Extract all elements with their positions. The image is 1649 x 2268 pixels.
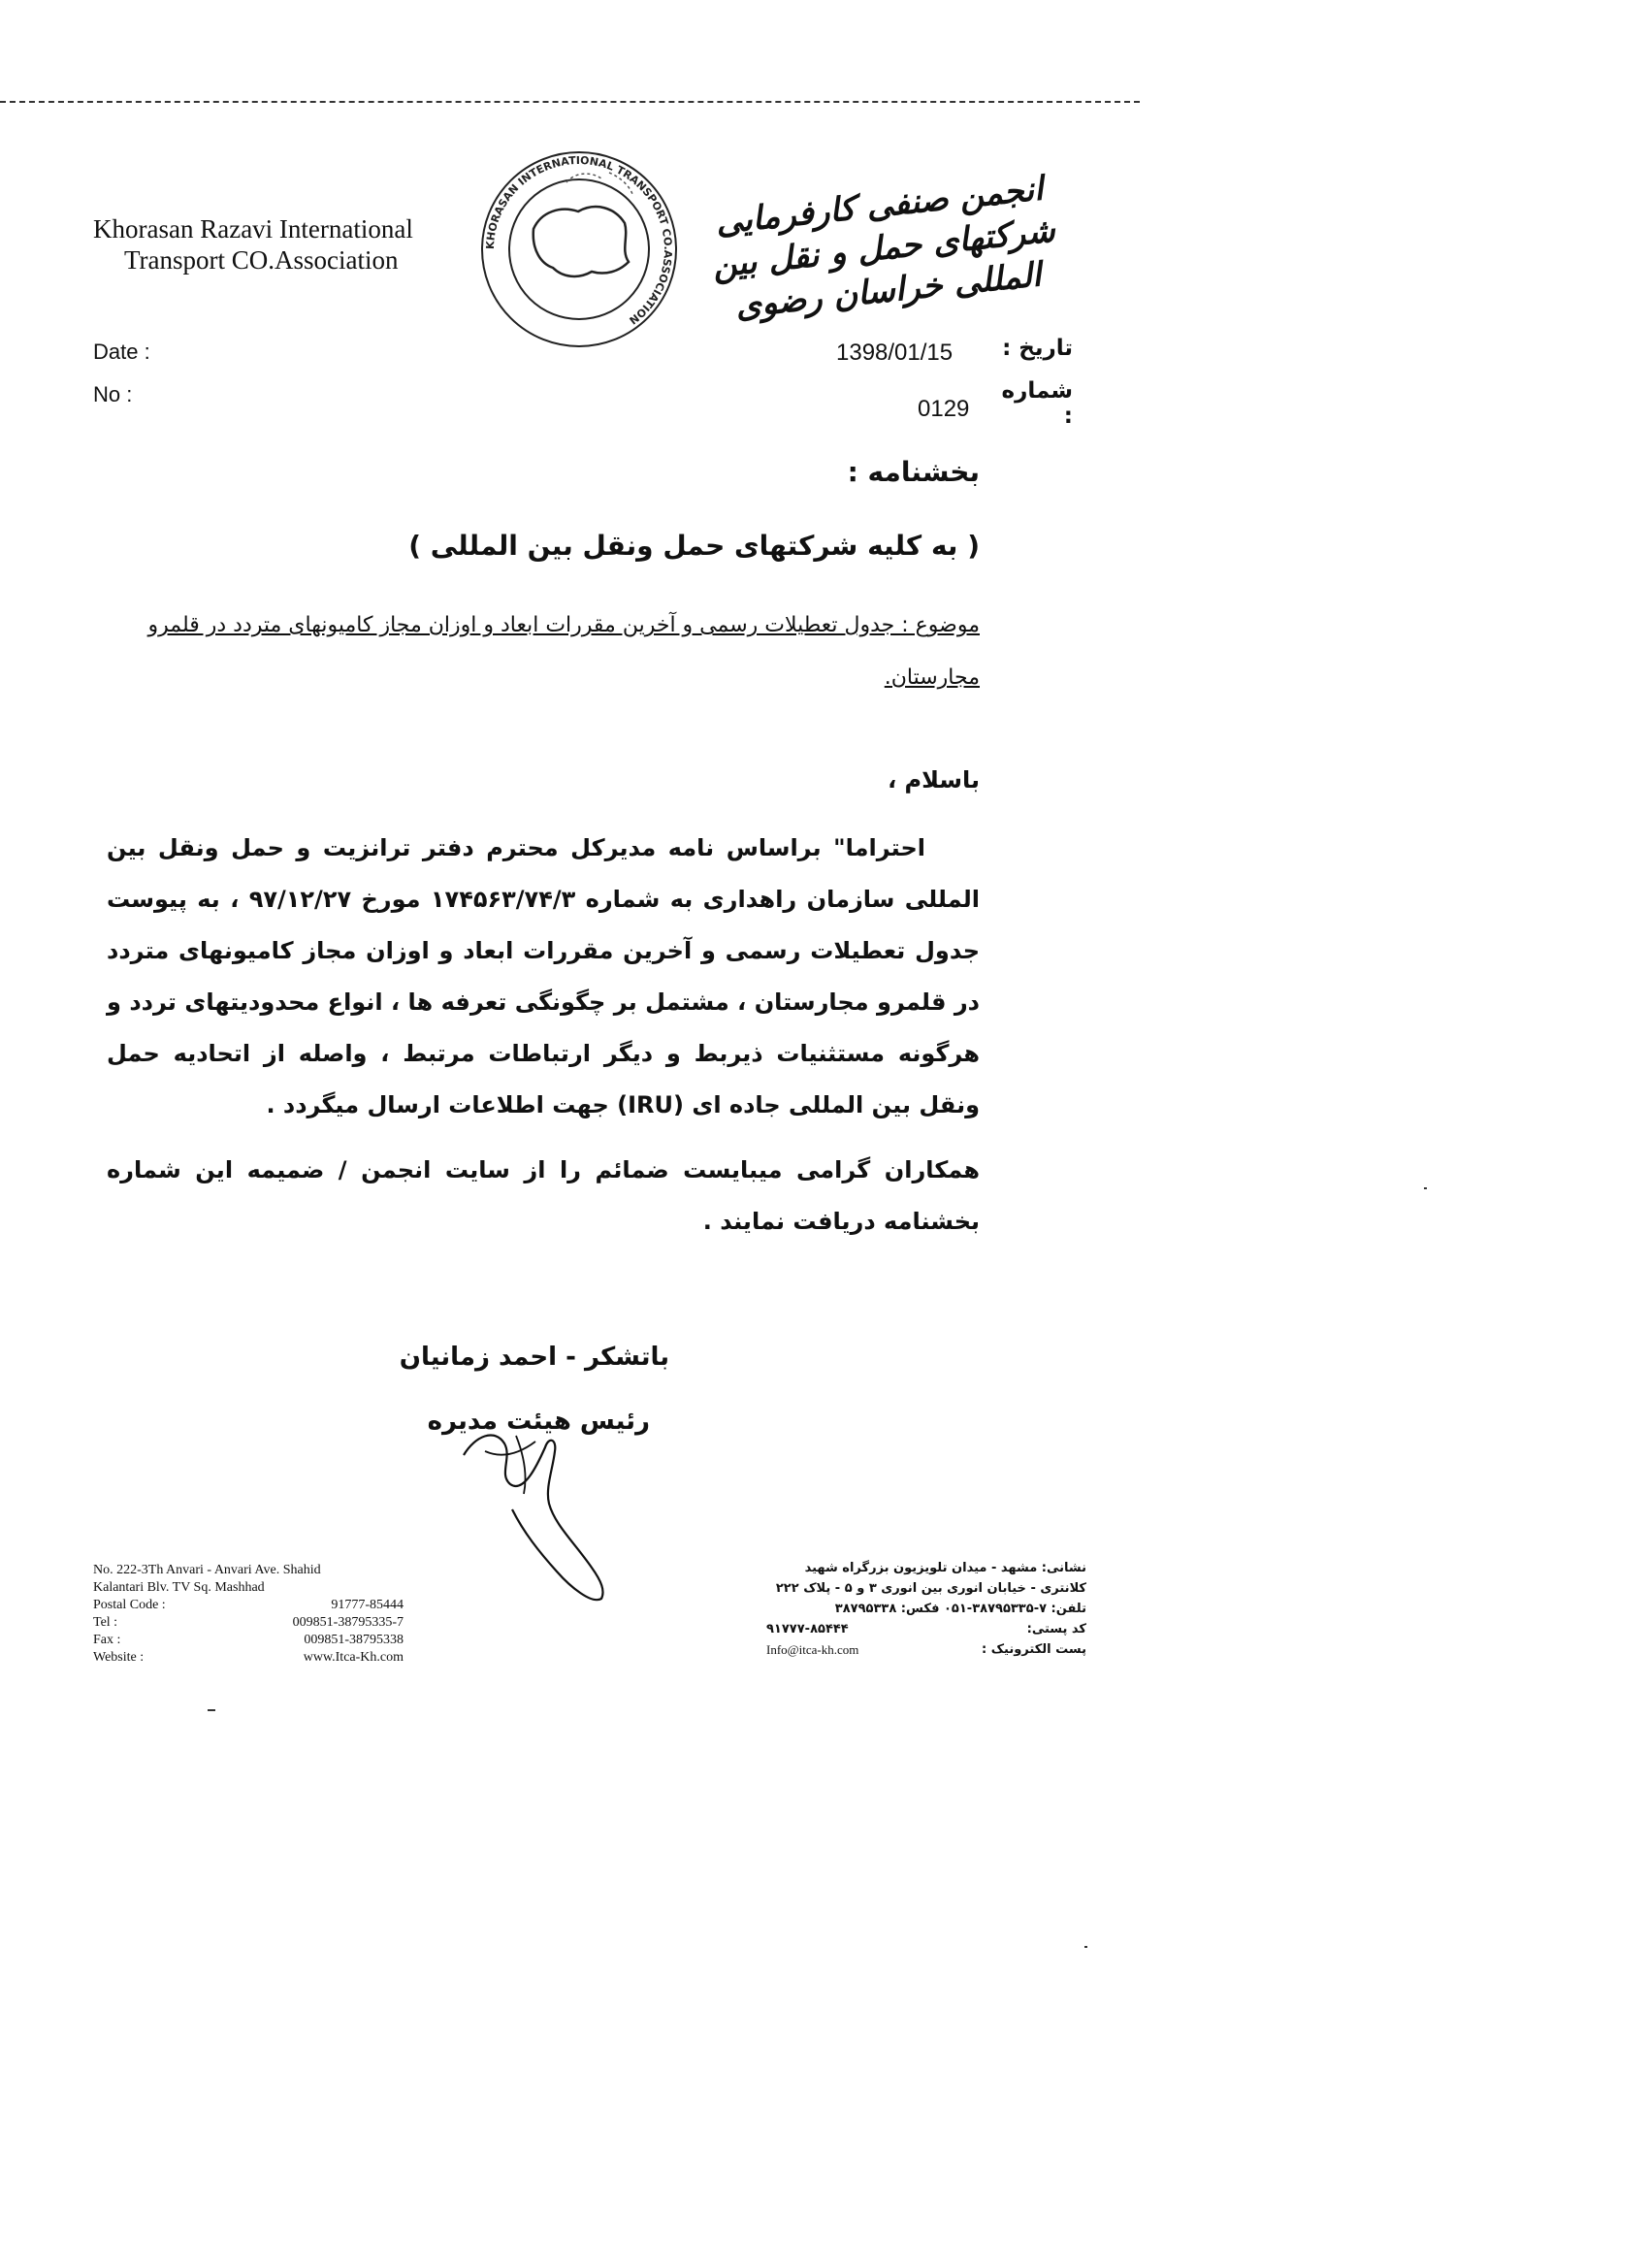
no-label-en: No : [93, 382, 133, 406]
footer-en-tel-row [93, 1614, 404, 1632]
scan-speck [208, 1709, 215, 1711]
footer-fa-email-row [766, 1639, 1086, 1660]
scan-top-rule [0, 101, 1140, 103]
footer-english-contact [93, 1562, 404, 1667]
footer-fa-phone-line: تلفن: ۷-۳۸۷۹۵۳۳۵-۰۵۱ فکس: ۳۸۷۹۵۳۳۸ [834, 1602, 1086, 1616]
footer-en-website-label: Website : [93, 1650, 145, 1665]
org-name-en-line2: Transport CO.Association [124, 245, 399, 275]
footer-en-tel-value: 009851-38795335-7 [292, 1615, 404, 1630]
salutation: باسلام ، [888, 766, 980, 794]
footer-fa-address-line1: نشانی: مشهد - میدان تلویزیون بزرگراه شهید [804, 1561, 1086, 1575]
closing-line: باتشکر - احمد زمانیان [399, 1343, 669, 1372]
footer-fa-postal-value: ۹۱۷۷۷-۸۵۴۴۴ [766, 1622, 849, 1636]
body-paragraph-2: همکاران گرامی میبایست ضمائم را از سایت انجمن / ضمیمه این شماره بخشنامه دریافت نمایند . [107, 1156, 980, 1235]
scan-speck [1084, 1946, 1087, 1948]
footer-en-fax-value: 009851-38795338 [304, 1633, 404, 1647]
footer-fa-address-line2: کلانتری - خیابان انوری بین انوری ۳ و ۵ - پلاک ۲۲۲ [775, 1581, 1086, 1596]
footer-en-fax-row [93, 1632, 404, 1649]
handwritten-signature [456, 1397, 621, 1610]
footer-en-address-line2: Kalantari Blv. TV Sq. Mashhad [93, 1580, 265, 1595]
org-name-en [93, 213, 501, 275]
footer-fa-email-label: پست الکترونیک : [982, 1642, 1086, 1657]
footer-en-website-value: www.Itca-Kh.com [303, 1650, 404, 1665]
footer-en-address-line1: No. 222-3Th Anvari - Anvari Ave. Shahid [93, 1563, 321, 1577]
footer-en-postal-label: Postal Code : [93, 1598, 166, 1612]
letter-number: 0129 [918, 396, 970, 422]
scan-speck [1424, 1187, 1427, 1189]
signer-title: رئیس هیئت مدیره [427, 1407, 650, 1436]
org-name-fa: انجمن صنفی کارفرمایی شرکتهای حمل و نقل بین المللی خراسان رضوی [710, 169, 1057, 327]
subject-line: موضوع : جدول تعطیلات رسمی و آخرین مقررات ابعاد و اوزان مجاز کامیونهای متردد در قلمرو مجارستان. [147, 613, 980, 690]
footer-en-website-row [93, 1649, 404, 1667]
org-name-en-line1: Khorasan Razavi International [93, 214, 413, 243]
circular-title: بخشنامه : [847, 456, 980, 488]
footer-en-postal-row [93, 1597, 404, 1614]
logo-ring-text: KHORASAN INTERNATIONAL TRANSPORT CO.ASSOCIATION [483, 153, 675, 327]
footer-en-postal-value: 91777-85444 [331, 1598, 404, 1612]
footer-fa-email-value: Info@itca-kh.com [766, 1642, 859, 1657]
no-label-fa: شماره : [1001, 378, 1073, 429]
date-value: 1398/01/15 [836, 340, 954, 366]
footer-fa-postal-label: کد پستی: [1026, 1622, 1086, 1636]
date-label-fa: تاریخ : [1002, 336, 1073, 361]
association-logo [473, 144, 685, 355]
body-paragraph-1: احتراما" براساس نامه مدیرکل محترم دفتر ترانزیت و حمل ونقل بین المللی سازمان راهداری به شماره ۱۷۴۵۶۳/۷۴/۳ مورخ ۹۷/۱۲/۲۷ ، به پیوست جدول تعطیلات رسمی و آخرین مقررات ابعاد و اوزان مجاز کامیونهای متردد در قلمرو مجارستان ، مشتمل بر چگونگی تعرفه ها ، انواع محدودیتهای تردد و هرگونه مستثنیات ذیربط و دیگر ارتباطات مرتبط ، واصله از اتحادیه حمل ونقل بین المللی جاده ای (IRU) جهت اطلاعات ارسال میگردد . [107, 834, 980, 1118]
date-label-en: Date : [93, 340, 150, 364]
footer-persian-contact [766, 1558, 1086, 1660]
footer-en-tel-label: Tel : [93, 1615, 118, 1630]
recipients-line: ( به کلیه شرکتهای حمل ونقل بین المللی ) [408, 530, 980, 562]
footer-fa-postal-row [766, 1619, 1086, 1639]
footer-en-fax-label: Fax : [93, 1633, 121, 1647]
